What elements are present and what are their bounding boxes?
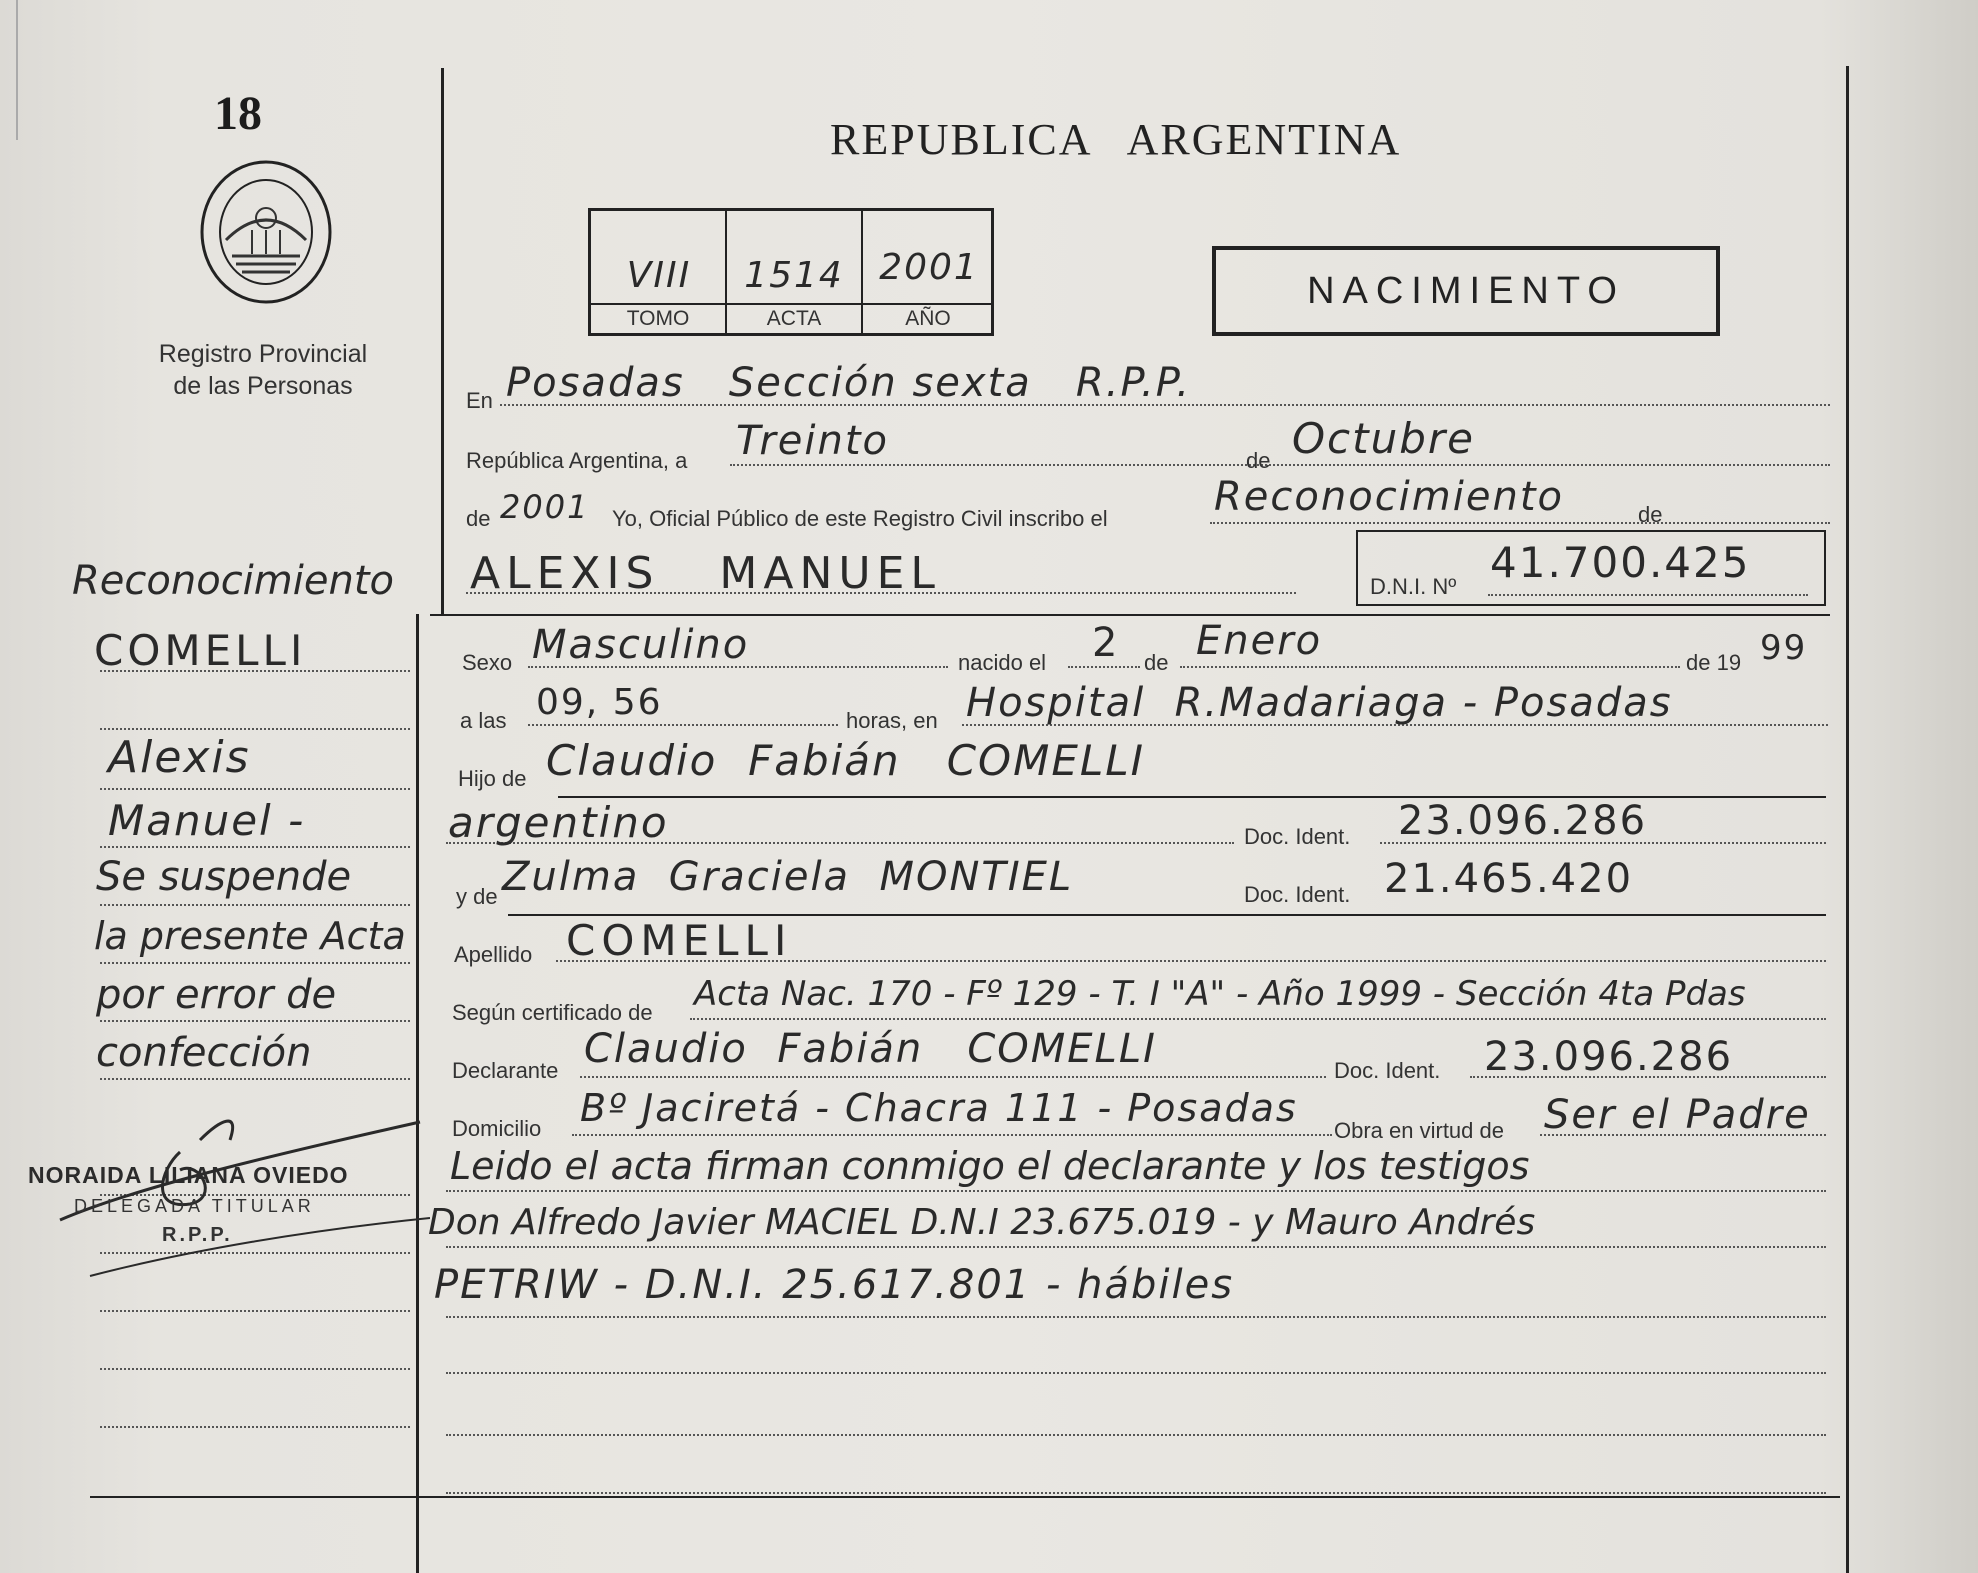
bottom-divider bbox=[90, 1496, 1840, 1498]
stamp-name: NORAIDA LILIANA OVIEDO bbox=[28, 1162, 349, 1188]
padre-doc-value: 23.096.286 bbox=[1398, 798, 1648, 844]
padre-doc-label: Doc. Ident. bbox=[1244, 824, 1351, 849]
page-number: 18 bbox=[214, 87, 262, 140]
margin-note-5: Se suspende bbox=[96, 854, 352, 900]
dni-value: 41.700.425 bbox=[1490, 538, 1751, 587]
document-type-box bbox=[1212, 246, 1720, 336]
nacido-month: Enero bbox=[1196, 618, 1323, 664]
day-value: Treinto bbox=[736, 418, 890, 464]
child-name: ALEXIS MANUEL bbox=[470, 548, 941, 599]
dni-label: D.N.I. Nº bbox=[1370, 574, 1457, 599]
registry-name-line2: de las Personas bbox=[173, 372, 353, 400]
country-title: REPUBLICA ARGENTINA bbox=[830, 115, 1402, 164]
apellido-value: COMELLI bbox=[566, 916, 793, 965]
anio-label: AÑO bbox=[905, 307, 951, 330]
left-page-edge bbox=[16, 0, 18, 140]
segun-label: Según certificado de bbox=[452, 1000, 653, 1025]
obra-value: Ser el Padre bbox=[1544, 1092, 1811, 1138]
acta-label: ACTA bbox=[766, 307, 822, 330]
margin-note-4: Manuel - bbox=[108, 796, 306, 845]
nacido-day: 2 bbox=[1092, 620, 1120, 666]
margin-note-1: Reconocimiento bbox=[72, 558, 394, 604]
declarante-value: Claudio Fabián COMELLI bbox=[584, 1026, 1157, 1072]
record-box bbox=[588, 208, 994, 336]
nacido-label: nacido el bbox=[958, 650, 1047, 675]
madre-doc-label: Doc. Ident. bbox=[1244, 882, 1351, 907]
section-divider bbox=[430, 614, 1830, 616]
de-label-nacido: de bbox=[1144, 650, 1169, 675]
registry-name-line1: Registro Provincial bbox=[158, 340, 368, 368]
declarante-label: Declarante bbox=[452, 1058, 559, 1083]
hijo-value: Claudio Fabián COMELLI bbox=[546, 736, 1146, 785]
month-value: Octubre bbox=[1292, 414, 1476, 463]
republica-label: República Argentina, a bbox=[466, 448, 688, 473]
segun-value: Acta Nac. 170 - Fº 129 - T. I "A" - Año 1999 - Sección 4ta Pdas bbox=[694, 974, 1746, 1014]
stamp-title: DELEGADA TITULAR bbox=[74, 1196, 315, 1216]
de-label-inscribo: de bbox=[1638, 502, 1663, 527]
year-prefix-label: de bbox=[466, 506, 491, 531]
margin-note-2: COMELLI bbox=[94, 626, 307, 675]
margin-note-6: la presente Acta bbox=[94, 914, 406, 958]
year-value: 2001 bbox=[500, 488, 590, 526]
margin-divider-line bbox=[441, 68, 444, 616]
apellido-label: Apellido bbox=[454, 942, 533, 967]
right-border-line bbox=[1846, 66, 1849, 1573]
horas-label: horas, en bbox=[846, 708, 938, 733]
horas-value: Hospital R.Madariaga - Posadas bbox=[966, 680, 1673, 726]
de-label-month: de bbox=[1246, 448, 1271, 473]
acta-value: 1514 bbox=[744, 255, 844, 296]
free-line-2: Don Alfredo Javier MACIEL D.N.I 23.675.019 - y Mauro Andrés bbox=[428, 1202, 1536, 1243]
sexo-label: Sexo bbox=[462, 650, 513, 675]
nationality-value: argentino bbox=[448, 798, 669, 847]
hijo-label: Hijo de bbox=[458, 766, 527, 791]
domicilio-label: Domicilio bbox=[452, 1116, 542, 1141]
de-19-label: de 19 bbox=[1686, 650, 1742, 675]
margin-note-8: confección bbox=[96, 1030, 312, 1076]
free-line-1: Leido el acta firman conmigo el declarante y los testigos bbox=[450, 1144, 1530, 1188]
yo-label: Yo, Oficial Público de este Registro Civil inscribo el bbox=[612, 506, 1108, 531]
tomo-label: TOMO bbox=[626, 307, 690, 330]
en-value: Posadas Sección sexta R.P.P. bbox=[506, 360, 1192, 406]
alas-label: a las bbox=[460, 708, 507, 733]
sexo-value: Masculino bbox=[532, 622, 750, 668]
document-type: NACIMIENTO bbox=[1307, 269, 1625, 312]
yde-label: y de bbox=[456, 884, 498, 909]
madre-value: Zulma Graciela MONTIEL bbox=[502, 854, 1074, 900]
margin-note-3: Alexis bbox=[108, 732, 251, 783]
obra-label: Obra en virtud de bbox=[1334, 1118, 1504, 1143]
margin-note-7: por error de bbox=[96, 972, 337, 1018]
declarante-doc-label: Doc. Ident. bbox=[1334, 1058, 1441, 1083]
anio-value: 2001 bbox=[879, 247, 979, 288]
tomo-value: VIII bbox=[626, 255, 692, 296]
province-seal bbox=[196, 160, 336, 310]
alas-value: 09, 56 bbox=[536, 682, 663, 723]
signature bbox=[50, 1100, 430, 1280]
en-label: En bbox=[466, 388, 493, 413]
inscribo-value: Reconocimiento bbox=[1214, 474, 1564, 520]
madre-doc-value: 21.465.420 bbox=[1384, 856, 1634, 902]
stamp-office: R.P.P. bbox=[162, 1224, 233, 1246]
domicilio-value: Bº Jaciretá - Chacra 111 - Posadas bbox=[580, 1086, 1298, 1130]
nacido-year-suffix: 99 bbox=[1760, 628, 1808, 668]
free-line-3: PETRIW - D.N.I. 25.617.801 - hábiles bbox=[434, 1262, 1235, 1308]
declarante-doc-value: 23.096.286 bbox=[1484, 1034, 1734, 1080]
margin-divider-line-lower bbox=[416, 614, 419, 1573]
